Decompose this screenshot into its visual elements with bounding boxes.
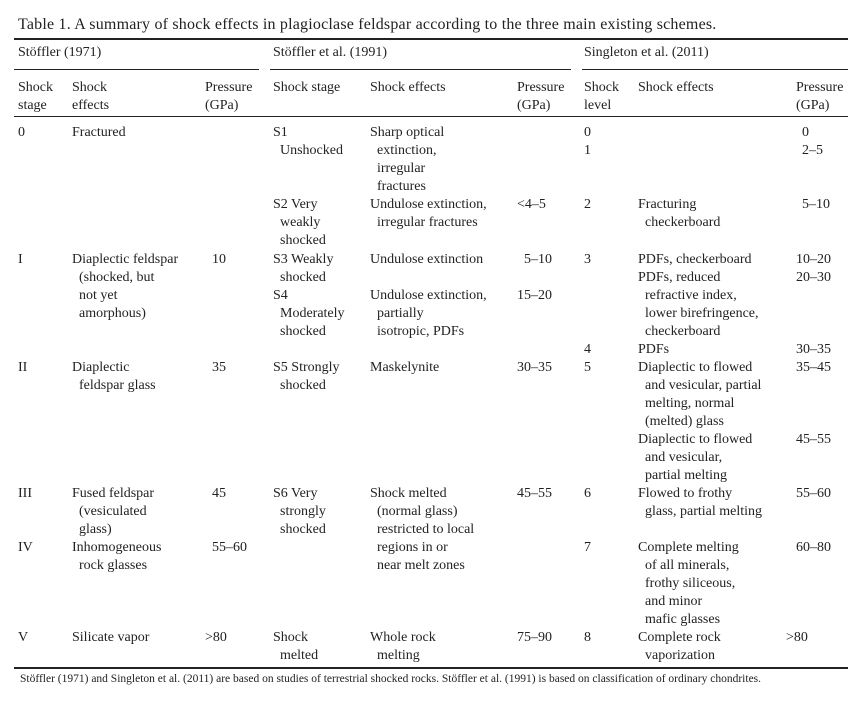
- table-cell: 35: [212, 360, 226, 375]
- table-cell: PDFs, checkerboard: [638, 252, 752, 267]
- table-cell: 30–35: [796, 342, 831, 357]
- rule-group-3: [582, 69, 848, 70]
- table-cell: 75–90: [517, 630, 552, 645]
- table-cell: Maskelynite: [370, 360, 440, 375]
- table-cell: S1 Unshocked: [273, 125, 343, 158]
- table-cell: 5–10: [802, 197, 830, 212]
- table-cell: 45–55: [517, 486, 552, 501]
- table-cell: Undulose extinction, partially isotropic, PDFs: [370, 288, 487, 339]
- table-cell: PDFs: [638, 342, 670, 357]
- rule-bottom: [14, 667, 848, 669]
- table-cell: 45–55: [796, 432, 831, 447]
- table-cell: I: [18, 252, 23, 267]
- column-header-pressure: Pressure (GPa): [517, 80, 565, 113]
- table-cell: Flowed to frothy glass, partial melting: [638, 486, 763, 519]
- table-cell: >80: [786, 630, 808, 645]
- column-header-shock-effects: Shock effects: [72, 80, 110, 113]
- group-header-stoffler-1971: Stöffler (1971): [18, 45, 102, 60]
- rule-group-2: [270, 69, 571, 70]
- table-cell: Diaplectic feldspar glass: [72, 360, 156, 393]
- table-cell: S6 Very strongly shocked: [273, 486, 326, 537]
- column-header-shock-stage: Shock stage: [18, 80, 53, 113]
- table-cell: V: [18, 630, 29, 645]
- table-cell: >80: [205, 630, 227, 645]
- group-header-singleton-2011: Singleton et al. (2011): [584, 45, 709, 60]
- table-cell: Complete rock vaporization: [638, 630, 721, 663]
- column-header-shock-stage: Shock stage: [273, 80, 341, 95]
- table-cell: Complete melting of all minerals, frothy siliceous, and minor mafic glasses: [638, 540, 739, 627]
- table-cell: II: [18, 360, 28, 375]
- table-cell: 8: [584, 630, 591, 645]
- table-cell: 55–60: [796, 486, 831, 501]
- table-cell: S3 Weakly shocked: [273, 252, 334, 285]
- table-cell: Whole rock melting: [370, 630, 436, 663]
- table-cell: Diaplectic feldspar (shocked, but not yet amorphous): [72, 252, 179, 321]
- table-cell: 2: [584, 197, 591, 212]
- table-cell: Inhomogeneous rock glasses: [72, 540, 162, 573]
- table-cell: 1: [584, 143, 591, 158]
- column-header-pressure: Pressure (GPa): [796, 80, 844, 113]
- table-cell: 45: [212, 486, 226, 501]
- table-cell: 35–45: [796, 360, 831, 375]
- table-cell: 60–80: [796, 540, 831, 555]
- table-cell: 10–20: [796, 252, 831, 267]
- group-header-stoffler-1991: Stöffler et al. (1991): [273, 45, 388, 60]
- table-cell: 4: [584, 342, 591, 357]
- column-header-shock-effects: Shock effects: [370, 80, 446, 95]
- column-header-shock-effects: Shock effects: [638, 80, 714, 95]
- table-cell: 0: [18, 125, 25, 140]
- table-cell: Shock melted: [273, 630, 319, 663]
- table-cell: Undulose extinction: [370, 252, 484, 267]
- column-header-shock-level: Shock level: [584, 80, 619, 113]
- table-cell: 5: [584, 360, 591, 375]
- rule-group-1: [14, 69, 259, 70]
- rule-top: [14, 38, 848, 40]
- table-cell: Fracturing checkerboard: [638, 197, 721, 230]
- table-cell: Fused feldspar (vesiculated glass): [72, 486, 155, 537]
- table-cell: 20–30: [796, 270, 831, 285]
- table-cell: Fractured: [72, 125, 126, 140]
- table-cell: 7: [584, 540, 591, 555]
- table-cell: 0: [584, 125, 591, 140]
- table-cell: 30–35: [517, 360, 552, 375]
- table-cell: III: [18, 486, 32, 501]
- table-cell: 2–5: [802, 143, 823, 158]
- table-cell: S4 Moderately shocked: [273, 288, 345, 339]
- table-footnote: Stöffler (1971) and Singleton et al. (2011) are based on studies of terrestrial shocked rocks. Stöffler et al. (1991) is based on classification of ordinary chondrites.: [20, 673, 762, 685]
- table-cell: Undulose extinction, irregular fractures: [370, 197, 487, 230]
- table-cell: Diaplectic to flowed and vesicular, partial melting, normal (melted) glass: [638, 360, 762, 429]
- table-cell: 6: [584, 486, 591, 501]
- table-cell: 5–10: [524, 252, 552, 267]
- table-cell: Shock melted (normal glass) restricted to local regions in or near melt zones: [370, 486, 475, 573]
- table-cell: 55–60: [212, 540, 247, 555]
- table-cell: IV: [18, 540, 33, 555]
- column-header-pressure: Pressure (GPa): [205, 80, 253, 113]
- table-cell: S5 Strongly shocked: [273, 360, 340, 393]
- table-cell: Sharp optical extinction, irregular fractures: [370, 125, 445, 194]
- table-cell: <4–5: [517, 197, 546, 212]
- table-cell: Silicate vapor: [72, 630, 150, 645]
- table-cell: 10: [212, 252, 226, 267]
- rule-header: [14, 116, 848, 117]
- table-cell: PDFs, reduced refractive index, lower birefringence, checkerboard: [638, 270, 759, 339]
- table-cell: S2 Very weakly shocked: [273, 197, 326, 248]
- table-cell: Diaplectic to flowed and vesicular, partial melting: [638, 432, 753, 483]
- table-cell: 3: [584, 252, 591, 267]
- table-cell: 0: [802, 125, 809, 140]
- table-title: Table 1. A summary of shock effects in plagioclase feldspar according to the three main existing schemes.: [18, 16, 717, 33]
- table-cell: 15–20: [517, 288, 552, 303]
